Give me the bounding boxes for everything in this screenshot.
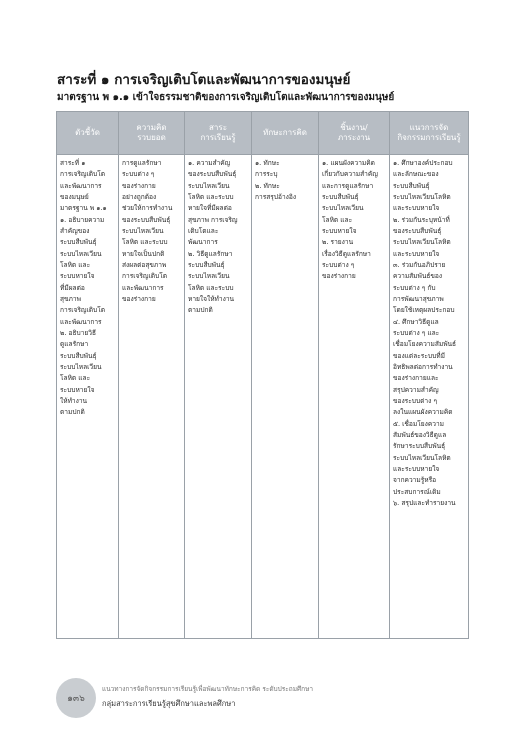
header-concept: ความคิด รวบยอด (119, 112, 185, 155)
cell-indicators: สาระที่ ๑ การเจริญเติบโต และพัฒนาการ ของมนุษย์ มาตรฐาน พ ๑.๑ ๑. อธิบายความ สำคัญของ ระบบสืบพันธุ์ ระบบไหลเวียน โลหิต และ ระบบหายใจ ที่มีผลต่อ สุขภาพ การเจริญเติบโต และพัฒนาการ ๒. อธิบายวิธี ดูแลรักษา ระบบสืบพันธุ์ ระบบไหลเวียน โลหิต และ ระบบหายใจ ให้ทำงาน ตามปกติ (57, 155, 119, 639)
footer-subject-group: กลุ่มสาระการเรียนรู้สุขศึกษาและพลศึกษา (102, 699, 236, 708)
cell-activities: ๑. ศึกษาองค์ประกอบ และลักษณะของ ระบบสืบพันธุ์ ระบบไหลเวียนโลหิต และระบบหายใจ ๒. ร่วมกันระบุหน้าที่ ของระบบสืบพันธุ์ ระบบไหลเวียนโลหิต และระบบหายใจ ๓. ร่วมกันอภิปราย ความสัมพันธ์ของ ระบบต่าง ๆ กับ การพัฒนาสุขภาพ โดยใช้เหตุผลประกอบ ๔. ศึกษาวิธีดูแล ระบบต่าง ๆ และ เชื่อมโยงความสัมพันธ์ ของแต่ละระบบที่มี อิทธิพลต่อการทำงาน ของร่างกายและ สรุปความสำคัญ ของระบบต่าง ๆ ลงในแผนผังความคิด ๕. เชื่อมโยงความ สัมพันธ์ของวิธีดูแล รักษาระบบสืบพันธุ์ ระบบไหลเวียนโลหิต และระบบหายใจ จากความรู้หรือ ประสบการณ์เดิม ๖. สรุปและทำรายงาน (390, 155, 469, 639)
page-number-badge (56, 678, 96, 718)
cell-tasks: ๑. แผนผังความคิด เกี่ยวกับความสำคัญ และการดูแลรักษา ระบบสืบพันธุ์ ระบบไหลเวียน โลหิต และ ระบบหายใจ ๒. รายงาน เรื่องวิธีดูแลรักษา ระบบต่าง ๆ ของร่างกาย (319, 155, 390, 639)
header-tasks: ชิ้นงาน/ ภาระงาน (319, 112, 390, 155)
cell-thinking-skills: ๑. ทักษะ การระบุ ๒. ทักษะ การสรุปอ้างอิง (252, 155, 319, 639)
footer-book-title: แนวทางการจัดกิจกรรมการเรียนรู้เพื่อพัฒนาทักษะการคิด ระดับประถมศึกษา (102, 685, 313, 693)
page-title: สาระที่ ๑ การเจริญเติบโตและพัฒนาการของมนุษย์ (57, 72, 351, 88)
standard-subtitle: มาตรฐาน พ ๑.๑ เข้าใจธรรมชาติของการเจริญเติบโตและพัฒนาการของมนุษย์ (57, 92, 395, 103)
cell-content: ๑. ความสำคัญ ของระบบสืบพันธุ์ ระบบไหลเวียน โลหิต และระบบ หายใจที่มีผลต่อ สุขภาพ การเจริญ เติบโตและ พัฒนาการ ๒. วิธีดูแลรักษา ระบบสืบพันธุ์ ระบบไหลเวียน โลหิต และระบบ หายใจให้ทำงาน ตามปกติ (185, 155, 252, 639)
cell-concept: การดูแลรักษา ระบบต่าง ๆ ของร่างกาย อย่างถูกต้อง ช่วยให้การทำงาน ของระบบสืบพันธุ์ ระบบไหลเวียน โลหิต และระบบ หายใจเป็นปกติ ส่งผลต่อสุขภาพ การเจริญเติบโต และพัฒนาการ ของร่างกาย (119, 155, 185, 639)
header-thinking-skills: ทักษะการคิด (252, 112, 319, 155)
header-content: สาระ การเรียนรู้ (185, 112, 252, 155)
table-header-row (57, 112, 469, 155)
page-number: ๑๓๖ (67, 694, 85, 704)
curriculum-table (56, 111, 469, 639)
table-row (57, 155, 469, 639)
header-activities: แนวการจัด กิจกรรมการเรียนรู้ (390, 112, 469, 155)
header-indicators: ตัวชี้วัด (57, 112, 119, 155)
